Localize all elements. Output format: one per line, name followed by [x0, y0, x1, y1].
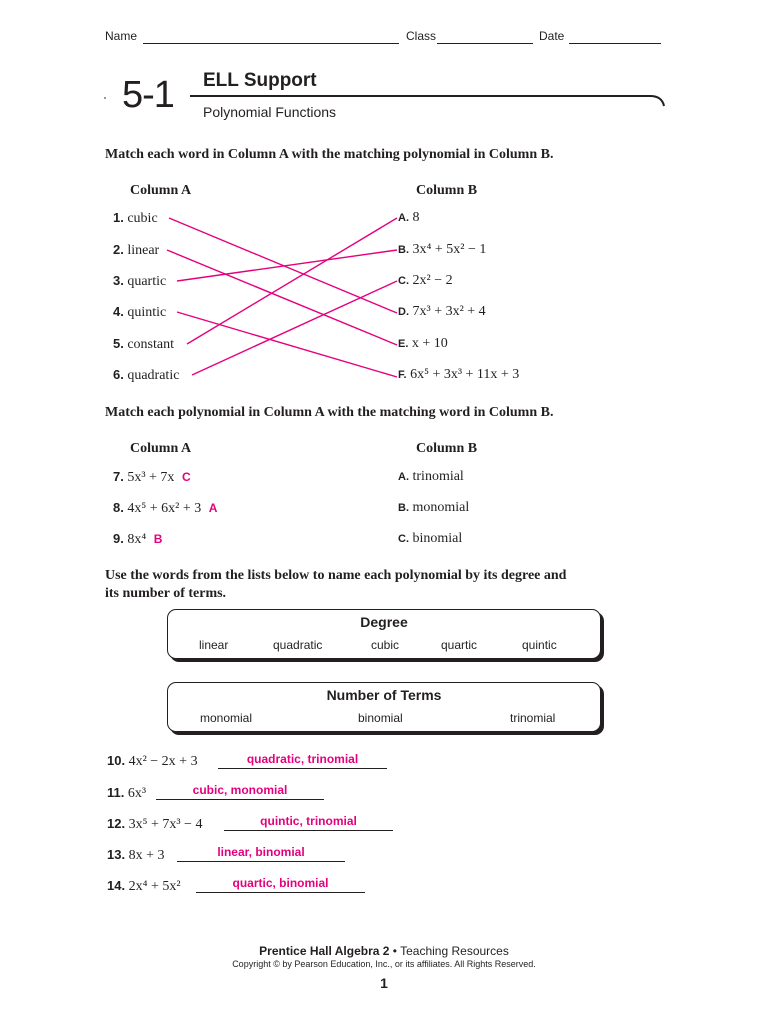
- answer-line-11[interactable]: [156, 799, 324, 800]
- footer-resource: Teaching Resources: [400, 944, 509, 958]
- section2-col-a-header: Column A: [130, 441, 192, 456]
- date-label: Date: [539, 29, 565, 43]
- page-number: 1: [380, 975, 388, 991]
- list-item-13: 13. 8x + 3: [107, 847, 165, 863]
- list-item-b-a: A. 8: [398, 210, 420, 225]
- word-cubic: cubic: [371, 638, 400, 652]
- answer-8[interactable]: A: [208, 501, 218, 515]
- answer-line-10[interactable]: [218, 768, 387, 769]
- list-item-8: 8. 4x⁵ + 6x² + 3 A: [113, 500, 218, 516]
- answer-line-13[interactable]: [177, 861, 345, 862]
- footer-copyright: Copyright © by Pearson Education, Inc., or its affiliates. All Rights Reserved.: [232, 959, 536, 969]
- list-item-cubic: 1. cubic: [113, 210, 158, 226]
- list-item-b-b: B. 3x⁴ + 5x² − 1: [398, 242, 487, 257]
- name-label: Name: [105, 29, 138, 43]
- list-item-b-f: F. 6x⁵ + 3x³ + 11x + 3: [398, 367, 520, 382]
- footer-book: Prentice Hall Algebra 2: [259, 944, 390, 958]
- word-quartic: quartic: [441, 638, 478, 652]
- word-binomial: binomial: [358, 711, 403, 725]
- terms-box: [167, 682, 601, 732]
- section1-col-b-header: Column B: [416, 183, 478, 198]
- word-quadratic: quadratic: [273, 638, 323, 652]
- section3-instruction-line1: Use the words from the lists below to name each polynomial by its degree and: [105, 568, 567, 583]
- answer-9[interactable]: B: [153, 532, 163, 546]
- section1-col-a-header: Column A: [130, 183, 192, 198]
- list-item-quartic: 3. quartic: [113, 273, 167, 289]
- match-line-5-a: [187, 218, 397, 344]
- list-item-b-e: E. x + 10: [398, 336, 448, 351]
- degree-box-title: Degree: [360, 614, 408, 630]
- list-item-constant: 5. constant: [113, 336, 174, 352]
- degree-box: [167, 609, 601, 659]
- answer-12[interactable]: quintic, trinomial: [260, 814, 357, 828]
- section2-instruction: Match each polynomial in Column A with the matching word in Column B.: [105, 405, 554, 420]
- list-item-monomial: B. monomial: [398, 500, 470, 515]
- answer-14[interactable]: quartic, binomial: [232, 876, 329, 890]
- answer-line-12[interactable]: [224, 830, 393, 831]
- list-item-b-c: C. 2x² − 2: [398, 273, 453, 288]
- class-label: Class: [406, 29, 437, 43]
- list-item-b-d: D. 7x³ + 3x² + 4: [398, 304, 486, 319]
- word-quintic: quintic: [522, 638, 557, 652]
- answer-11[interactable]: cubic, monomial: [192, 783, 288, 797]
- section1-instruction: Match each word in Column A with the matching polynomial in Column B.: [105, 147, 554, 162]
- section3-instruction-line2: its number of terms.: [105, 586, 227, 601]
- answer-13[interactable]: linear, binomial: [217, 845, 305, 859]
- answer-7[interactable]: C: [181, 470, 191, 484]
- section2-col-b-header: Column B: [416, 441, 478, 456]
- list-item-10: 10. 4x² − 2x + 3: [107, 753, 198, 769]
- footer-bullet: •: [392, 944, 397, 958]
- word-trinomial: trinomial: [510, 711, 556, 725]
- word-linear: linear: [199, 638, 229, 652]
- list-item-12: 12. 3x⁵ + 7x³ − 4: [107, 816, 203, 832]
- list-item-9: 9. 8x⁴ B: [113, 531, 163, 547]
- answer-10[interactable]: quadratic, trinomial: [246, 752, 359, 766]
- page-subtitle: Polynomial Functions: [203, 104, 337, 120]
- lesson-number: 5-1: [122, 74, 174, 116]
- list-item-quintic: 4. quintic: [113, 304, 167, 320]
- footer-credit: [0, 944, 768, 958]
- list-item-14: 14. 2x⁴ + 5x²: [107, 878, 181, 894]
- list-item-quadratic: 6. quadratic: [113, 367, 180, 383]
- list-item-7: 7. 5x³ + 7x C: [113, 469, 191, 485]
- word-monomial: monomial: [200, 711, 253, 725]
- answer-line-14[interactable]: [196, 892, 365, 893]
- match-line-3-b: [177, 250, 397, 281]
- list-item-linear: 2. linear: [113, 242, 160, 258]
- list-item-binomial: C. binomial: [398, 531, 463, 546]
- page-title: ELL Support: [203, 70, 317, 91]
- list-item-trinomial: A. trinomial: [398, 469, 464, 484]
- terms-box-title: Number of Terms: [326, 687, 442, 703]
- list-item-11: 11. 6x³: [107, 785, 147, 801]
- match-line-6-c: [192, 281, 397, 375]
- matching-lines: [0, 0, 768, 400]
